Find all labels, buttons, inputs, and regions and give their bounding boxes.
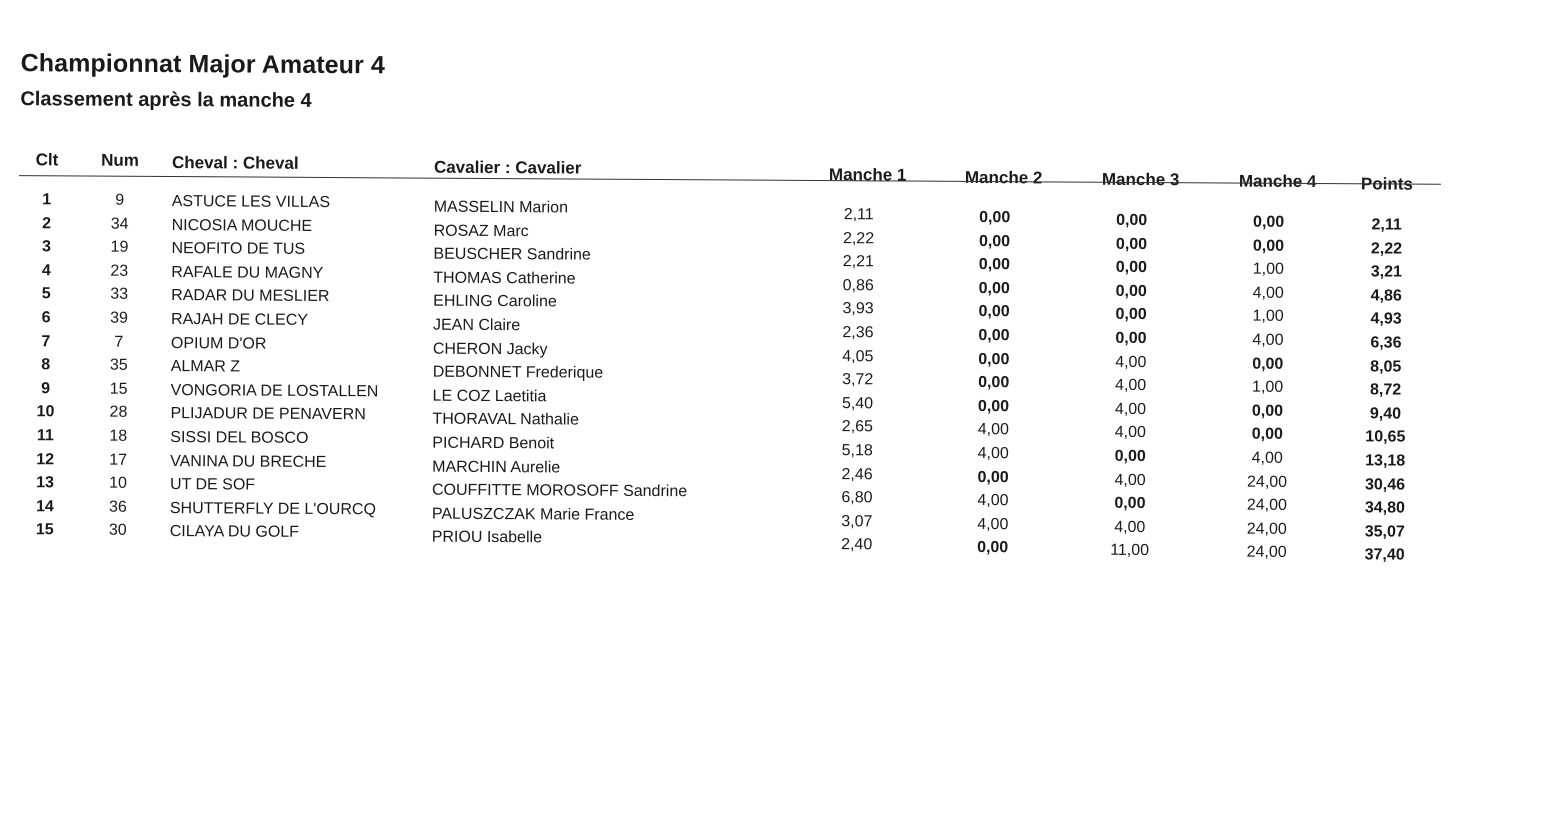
header-manche4: Manche 4 (1238, 171, 1317, 192)
cell-num: 7 (114, 333, 124, 351)
cell-manche4: 4,00 (1251, 449, 1283, 467)
cell-manche1: 2,40 (841, 536, 873, 554)
cell-manche3: 0,00 (1114, 447, 1146, 465)
cell-num: 10 (109, 474, 127, 492)
cell-manche3: 0,00 (1116, 211, 1148, 230)
cell-cavalier: DEBONNET Frederique (432, 363, 604, 382)
cell-manche2: 0,00 (977, 539, 1009, 557)
cell-num: 9 (115, 191, 125, 209)
cell-cheval: PLIJADUR DE PENAVERN (170, 405, 366, 424)
cell-cavalier: MARCHIN Aurelie (432, 458, 561, 476)
header-cheval: Cheval : Cheval (171, 153, 299, 173)
cell-manche3: 0,00 (1115, 306, 1147, 324)
header-num: Num (101, 150, 139, 170)
cell-num: 17 (109, 451, 128, 469)
cell-clt: 1 (42, 191, 52, 209)
cell-num: 33 (110, 286, 129, 304)
cell-manche3: 0,00 (1114, 494, 1146, 513)
cell-manche1: 2,11 (843, 206, 874, 224)
cell-manche2: 0,00 (977, 468, 1009, 486)
cell-points: 37,40 (1364, 546, 1405, 564)
cell-manche3: 4,00 (1114, 400, 1147, 418)
header-manche2: Manche 2 (964, 167, 1043, 188)
cell-manche1: 2,21 (842, 253, 875, 271)
cell-manche2: 0,00 (978, 350, 1010, 368)
cell-cheval: UT DE SOF (169, 476, 256, 494)
cell-manche1: 2,46 (841, 465, 873, 483)
cell-manche4: 4,00 (1252, 284, 1284, 302)
cell-cavalier: PICHARD Benoit (432, 434, 555, 453)
cell-manche3: 0,00 (1115, 259, 1148, 277)
cell-manche1: 6,80 (841, 489, 873, 507)
cell-points: 4,93 (1370, 310, 1402, 328)
cell-cheval: VANINA DU BRECHE (170, 452, 327, 471)
cell-manche2: 0,00 (978, 232, 1011, 250)
cell-manche2: 0,00 (977, 397, 1010, 415)
cell-points: 4,86 (1370, 287, 1402, 305)
cell-num: 36 (108, 498, 127, 516)
cell-manche2: 4,00 (977, 421, 1010, 439)
cell-manche3: 11,00 (1110, 542, 1150, 560)
cell-num: 39 (110, 309, 129, 327)
cell-manche4: 1,00 (1252, 308, 1284, 326)
cell-points: 2,11 (1371, 216, 1402, 234)
cell-num: 15 (109, 380, 128, 398)
cell-clt: 10 (36, 403, 55, 421)
cell-clt: 7 (41, 332, 51, 350)
cell-num: 23 (110, 262, 129, 280)
cell-cheval: SISSI DEL BOSCO (170, 428, 309, 447)
cell-num: 34 (110, 215, 129, 233)
cell-manche4: 0,00 (1253, 213, 1285, 231)
cell-cavalier: EHLING Caroline (433, 293, 557, 311)
cell-cavalier: LE COZ Laetitia (432, 387, 547, 406)
cell-points: 8,05 (1370, 357, 1402, 376)
cell-points: 13,18 (1365, 452, 1406, 470)
cell-clt: 13 (36, 474, 54, 492)
cell-cheval: OPIUM D'OR (170, 334, 267, 353)
cell-manche3: 4,00 (1115, 353, 1147, 371)
cell-cheval: CILAYA DU GOLF (169, 523, 300, 542)
header-cavalier: Cavalier : Cavalier (433, 157, 582, 178)
cell-cavalier: PRIOU Isabelle (431, 528, 543, 547)
cell-manche1: 3,93 (842, 300, 874, 318)
cell-cheval: ALMAR Z (170, 358, 241, 376)
cell-cavalier: CHERON Jacky (432, 340, 548, 358)
cell-manche1: 0,86 (842, 276, 874, 295)
cell-manche2: 0,00 (978, 374, 1010, 392)
cell-manche2: 4,00 (977, 444, 1009, 463)
cell-manche2: 0,00 (979, 208, 1011, 227)
cell-clt: 4 (41, 262, 51, 280)
cell-cheval: NICOSIA MOUCHE (171, 216, 313, 235)
cell-manche1: 3,72 (842, 371, 874, 389)
cell-points: 9,40 (1369, 405, 1402, 423)
results-table-body (0, 190, 1540, 564)
cell-clt: 11 (36, 427, 54, 445)
cell-manche4: 24,00 (1246, 520, 1287, 538)
cell-clt: 5 (41, 285, 51, 303)
cell-cavalier: THORAVAL Nathalie (432, 410, 579, 429)
cell-num: 18 (109, 427, 128, 445)
cell-manche2: 0,00 (978, 326, 1010, 345)
cell-manche4: 24,00 (1246, 496, 1288, 514)
cell-clt: 3 (41, 238, 51, 256)
cell-cheval: SHUTTERFLY DE L'OURCQ (169, 499, 376, 519)
cell-manche2: 0,00 (978, 303, 1010, 321)
cell-manche4: 4,00 (1252, 331, 1284, 349)
cell-clt: 2 (42, 214, 52, 232)
document-title: Championnat Major Amateur 4 (20, 49, 386, 80)
cell-manche1: 2,36 (842, 324, 874, 342)
cell-manche4: 24,00 (1246, 473, 1288, 491)
cell-manche2: 4,00 (977, 515, 1009, 533)
cell-points: 10,65 (1365, 428, 1406, 446)
header-clt: Clt (35, 150, 59, 170)
cell-manche2: 4,00 (977, 492, 1009, 510)
cell-cavalier: ROSAZ Marc (433, 222, 529, 240)
cell-cheval: RAJAH DE CLECY (170, 311, 309, 329)
cell-cheval: NEOFITO DE TUS (171, 240, 306, 259)
cell-cavalier: THOMAS Catherine (433, 269, 576, 288)
cell-points: 6,36 (1370, 334, 1402, 352)
cell-clt: 9 (41, 380, 51, 398)
cell-manche1: 2,65 (841, 418, 874, 436)
cell-cavalier: JEAN Claire (432, 316, 521, 335)
cell-manche4: 1,00 (1252, 378, 1284, 397)
cell-manche2: 0,00 (978, 256, 1011, 274)
cell-manche3: 0,00 (1115, 329, 1147, 347)
cell-points: 34,80 (1364, 499, 1405, 517)
cell-manche3: 4,00 (1115, 376, 1147, 395)
cell-cheval: RADAR DU MESLIER (171, 287, 330, 306)
cell-manche4: 24,00 (1246, 543, 1287, 562)
cell-manche4: 0,00 (1252, 355, 1284, 373)
cell-cavalier: MASSELIN Marion (433, 198, 569, 217)
cell-manche3: 4,00 (1114, 471, 1146, 489)
cell-manche1: 5,40 (841, 394, 874, 413)
cell-manche3: 4,00 (1114, 424, 1146, 442)
cell-cheval: RAFALE DU MAGNY (171, 263, 324, 282)
cell-manche3: 0,00 (1115, 235, 1148, 253)
cell-clt: 6 (41, 309, 51, 327)
cell-manche1: 2,22 (842, 229, 875, 247)
cell-manche1: 3,07 (841, 512, 873, 531)
cell-manche2: 0,00 (978, 279, 1010, 297)
cell-manche4: 0,00 (1251, 425, 1283, 444)
cell-num: 35 (109, 356, 128, 374)
cell-manche3: 4,00 (1114, 518, 1146, 536)
cell-points: 30,46 (1364, 475, 1406, 494)
cell-clt: 8 (41, 356, 51, 374)
cell-num: 30 (108, 521, 127, 540)
cell-manche4: 0,00 (1252, 237, 1285, 255)
cell-points: 8,72 (1370, 381, 1402, 399)
document-subtitle: Classement après la manche 4 (20, 88, 312, 112)
header-manche1: Manche 1 (828, 165, 907, 185)
cell-num: 19 (110, 238, 129, 256)
header-manche3: Manche 3 (1101, 169, 1180, 190)
cell-cheval: VONGORIA DE LOSTALLEN (170, 381, 379, 401)
header-points: Points (1360, 174, 1413, 194)
cell-cavalier: COUFFITTE MOROSOFF Sandrine (431, 481, 688, 501)
cell-cheval: ASTUCE LES VILLAS (171, 193, 331, 212)
cell-points: 2,22 (1370, 239, 1403, 258)
cell-clt: 12 (36, 450, 55, 468)
cell-num: 28 (109, 404, 128, 422)
cell-cavalier: PALUSZCZAK Marie France (431, 505, 635, 524)
cell-clt: 15 (35, 521, 54, 539)
table-header (0, 145, 1540, 194)
cell-clt: 14 (35, 497, 54, 516)
cell-cavalier: BEUSCHER Sandrine (433, 245, 591, 264)
cell-points: 35,07 (1364, 523, 1405, 541)
cell-manche4: 0,00 (1251, 402, 1284, 420)
cell-manche1: 4,05 (842, 347, 874, 365)
cell-points: 3,21 (1370, 263, 1402, 281)
cell-manche4: 1,00 (1252, 260, 1284, 279)
cell-manche1: 5,18 (841, 442, 873, 460)
cell-manche3: 0,00 (1115, 282, 1147, 300)
